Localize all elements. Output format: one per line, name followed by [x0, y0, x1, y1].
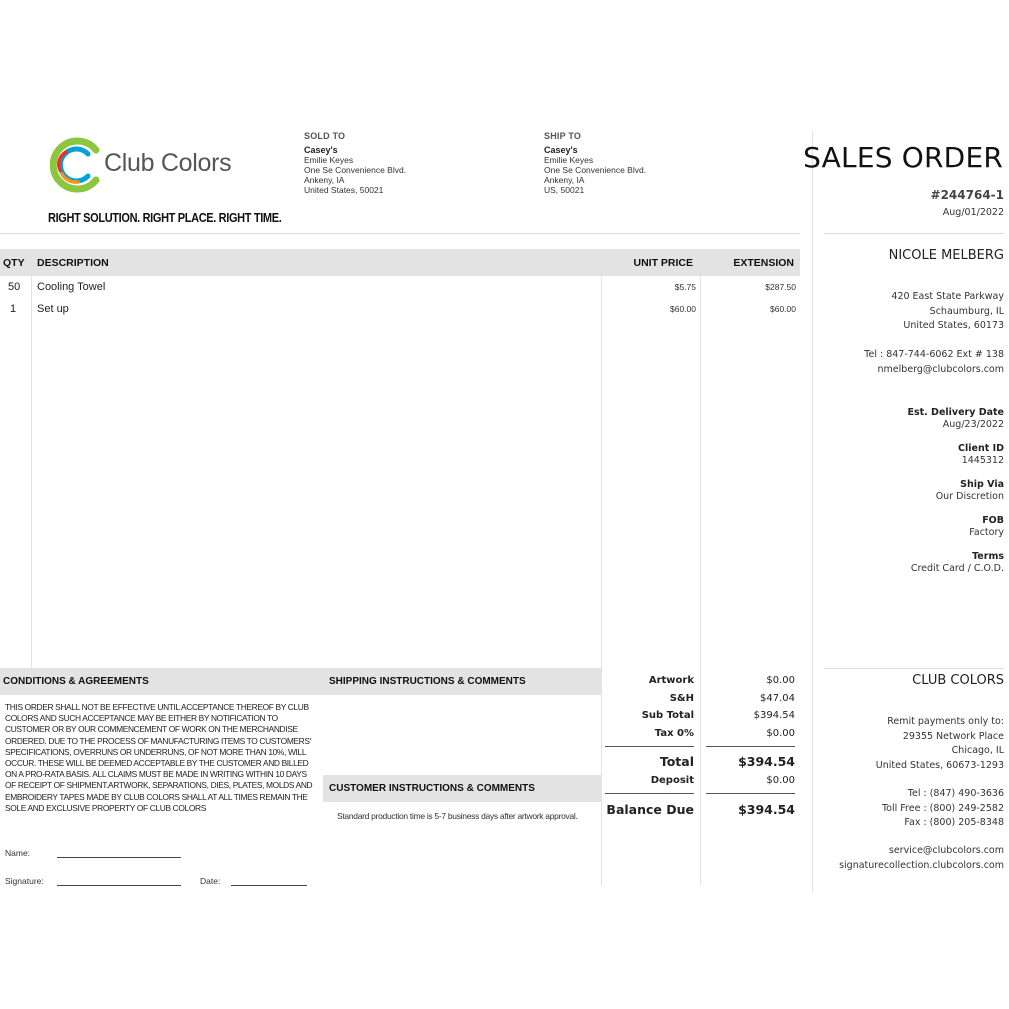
company-address-line: United States, 60673-1293	[875, 759, 1004, 771]
company-tollfree: Toll Free : (800) 249-2582	[881, 802, 1004, 814]
tagline: RIGHT SOLUTION. RIGHT PLACE. RIGHT TIME.	[48, 211, 282, 225]
date-line[interactable]	[231, 885, 307, 886]
rep-name: NICOLE MELBERG	[888, 248, 1004, 263]
detail-value: Aug/23/2022	[942, 419, 1004, 430]
total-value: $394.54	[738, 754, 795, 769]
ship-to-label: SHIP TO	[544, 131, 582, 141]
date-label: Date:	[200, 876, 221, 886]
detail-value: Our Discretion	[935, 491, 1004, 502]
order-details	[907, 407, 1004, 575]
detail-label: Ship Via	[960, 479, 1004, 490]
club-colors-logo	[46, 136, 246, 194]
tax-label: Tax 0%	[654, 728, 694, 739]
order-date: Aug/01/2022	[942, 207, 1004, 218]
deposit-label: Deposit	[650, 775, 694, 786]
company-website[interactable]: signaturecollection.clubcolors.com	[839, 859, 1004, 871]
table-row	[0, 281, 800, 295]
qty-column-divider	[31, 276, 32, 668]
detail-label: FOB	[982, 515, 1004, 526]
ship-to-line: US, 50021	[544, 185, 585, 195]
rep-contact	[864, 348, 1004, 377]
header-divider	[0, 233, 800, 234]
price-column-divider	[601, 276, 602, 886]
qty-header: QTY	[3, 257, 25, 269]
tax-value: $0.00	[766, 728, 795, 739]
name-label: Name:	[5, 848, 31, 858]
detail-label: Est. Delivery Date	[907, 407, 1004, 418]
company-name: CLUB COLORS	[912, 673, 1004, 688]
signature-line[interactable]	[57, 885, 181, 886]
sold-to-label: SOLD TO	[304, 131, 346, 141]
company-online	[839, 844, 1004, 873]
deposit-value: $0.00	[766, 775, 795, 786]
sold-to-line: Ankeny, IA	[304, 175, 345, 185]
unit-price-header: UNIT PRICE	[633, 257, 693, 269]
table-row	[0, 303, 800, 317]
company-fax: Fax : (800) 205-8348	[904, 817, 1004, 828]
company-phones	[882, 787, 1004, 831]
sh-label: S&H	[669, 693, 694, 704]
balance-divider-value	[706, 793, 795, 794]
company-divider	[824, 668, 1004, 669]
row-unit-price: $60.00	[670, 304, 696, 314]
sales-order-title: SALES ORDER	[803, 141, 1003, 174]
conditions-title: CONDITIONS & AGREEMENTS	[3, 676, 149, 687]
sold-to-line: One Se Convenience Blvd.	[304, 165, 407, 175]
rep-address	[891, 290, 1004, 334]
conditions-header	[0, 668, 323, 695]
subtotal-value: $394.54	[753, 710, 795, 721]
remit-label: Remit payments only to:	[887, 716, 1004, 727]
total-divider-label	[605, 746, 694, 747]
detail-value: 1445312	[961, 455, 1004, 466]
total-label: Total	[659, 754, 694, 769]
logo-brand-text: Club Colors	[104, 149, 232, 177]
rep-address-line: 420 East State Parkway	[891, 291, 1004, 302]
company-address-line: 29355 Network Place	[902, 730, 1004, 742]
rep-tel: Tel : 847-744-6062 Ext # 138	[864, 349, 1004, 360]
detail-value: Factory	[969, 527, 1004, 538]
company-email[interactable]: service@clubcolors.com	[888, 845, 1004, 856]
sold-to-line: Emilie Keyes	[304, 155, 354, 165]
balance-due-value: $394.54	[738, 802, 795, 817]
extension-column-divider	[700, 276, 701, 886]
ship-to-block	[544, 131, 646, 195]
shipping-instructions-header	[323, 668, 601, 695]
club-colors-swirl-icon	[46, 136, 102, 194]
conditions-text: THIS ORDER SHALL NOT BE EFFECTIVE UNTIL ACCEPTANCE THEREOF BY CLUB COLORS AND SUCH ACCEPTANCE MAY BE EITHER BY NOTIFICATION TO CUSTOMER OR BY OUR COMMENCEMENT OF WORK ON THE MERCHANDISE ORDERED. DUE TO THE PROCESS OF MANUFACTURING ITEMS TO CUSTOMERS' SPECIFICATIONS, OVERRUNS OR UNDERRUNS, OF NOT MORE THAN 10%, WILL OCCUR. THESE WILL BE DEEMED ACCEPTABLE BY THE CUSTOMER AND BILLED ON A PRO-RATA BASIS. ALL CLAIMS MUST BE MADE IN WRITING WITHIN 10 DAYS OF RECEIPT OF SHIPMENT.ARTWORK, SEPARATIONS, DIES, PLATES, MOLDS AND EMBROIDERY TAPES MADE BY CLUB COLORS SHALL AT ALL TIMES REMAIN THE SOLE AND EXCLUSIVE PROPERTY OF CLUB COLORS	[5, 702, 313, 813]
row-extension: $287.50	[765, 282, 796, 292]
balance-due-label: Balance Due	[606, 802, 694, 817]
row-qty: 50	[8, 281, 21, 293]
sold-to-line: United States, 50021	[304, 185, 384, 195]
extension-header: EXTENSION	[733, 257, 794, 269]
sold-to-block	[304, 131, 406, 195]
row-description: Cooling Towel	[37, 281, 106, 293]
signature-label: Signature:	[5, 876, 44, 886]
subtotal-label: Sub Total	[641, 710, 694, 721]
description-header: DESCRIPTION	[37, 257, 109, 269]
row-extension: $60.00	[770, 304, 796, 314]
artwork-label: Artwork	[648, 675, 694, 686]
ship-to-line: Ankeny, IA	[544, 175, 585, 185]
shipping-instructions-title: SHIPPING INSTRUCTIONS & COMMENTS	[329, 676, 526, 687]
row-unit-price: $5.75	[674, 282, 696, 292]
company-tel: Tel : (847) 490-3636	[907, 788, 1004, 799]
detail-label: Terms	[972, 551, 1004, 562]
customer-instructions-title: CUSTOMER INSTRUCTIONS & COMMENTS	[329, 783, 535, 794]
company-address-line: Chicago, IL	[951, 745, 1004, 756]
order-number: #244764-1	[930, 188, 1004, 202]
sh-value: $47.04	[760, 693, 795, 704]
detail-value: Credit Card / C.O.D.	[910, 563, 1004, 574]
rep-address-line: Schaumburg, IL	[929, 305, 1004, 317]
row-description: Set up	[37, 303, 69, 315]
customer-instructions-header	[323, 775, 601, 802]
items-table-header	[0, 249, 800, 276]
rep-email[interactable]: nmelberg@clubcolors.com	[877, 363, 1004, 375]
balance-divider-label	[605, 793, 694, 794]
ship-to-line: Emilie Keyes	[544, 155, 594, 165]
total-divider-value	[706, 746, 795, 747]
order-divider	[824, 233, 1004, 234]
right-panel-divider	[812, 130, 813, 892]
artwork-value: $0.00	[766, 675, 795, 686]
rep-address-line: United States, 60173	[903, 320, 1004, 331]
name-line[interactable]	[57, 857, 181, 858]
customer-instructions-text: Standard production time is 5-7 business days after artwork approval.	[337, 811, 578, 821]
detail-label: Client ID	[958, 443, 1004, 454]
ship-to-name: Casey's	[544, 145, 578, 155]
sold-to-name: Casey's	[304, 145, 338, 155]
company-remit	[876, 715, 1004, 773]
row-qty: 1	[10, 303, 17, 315]
ship-to-line: One Se Convenience Blvd.	[544, 165, 647, 175]
